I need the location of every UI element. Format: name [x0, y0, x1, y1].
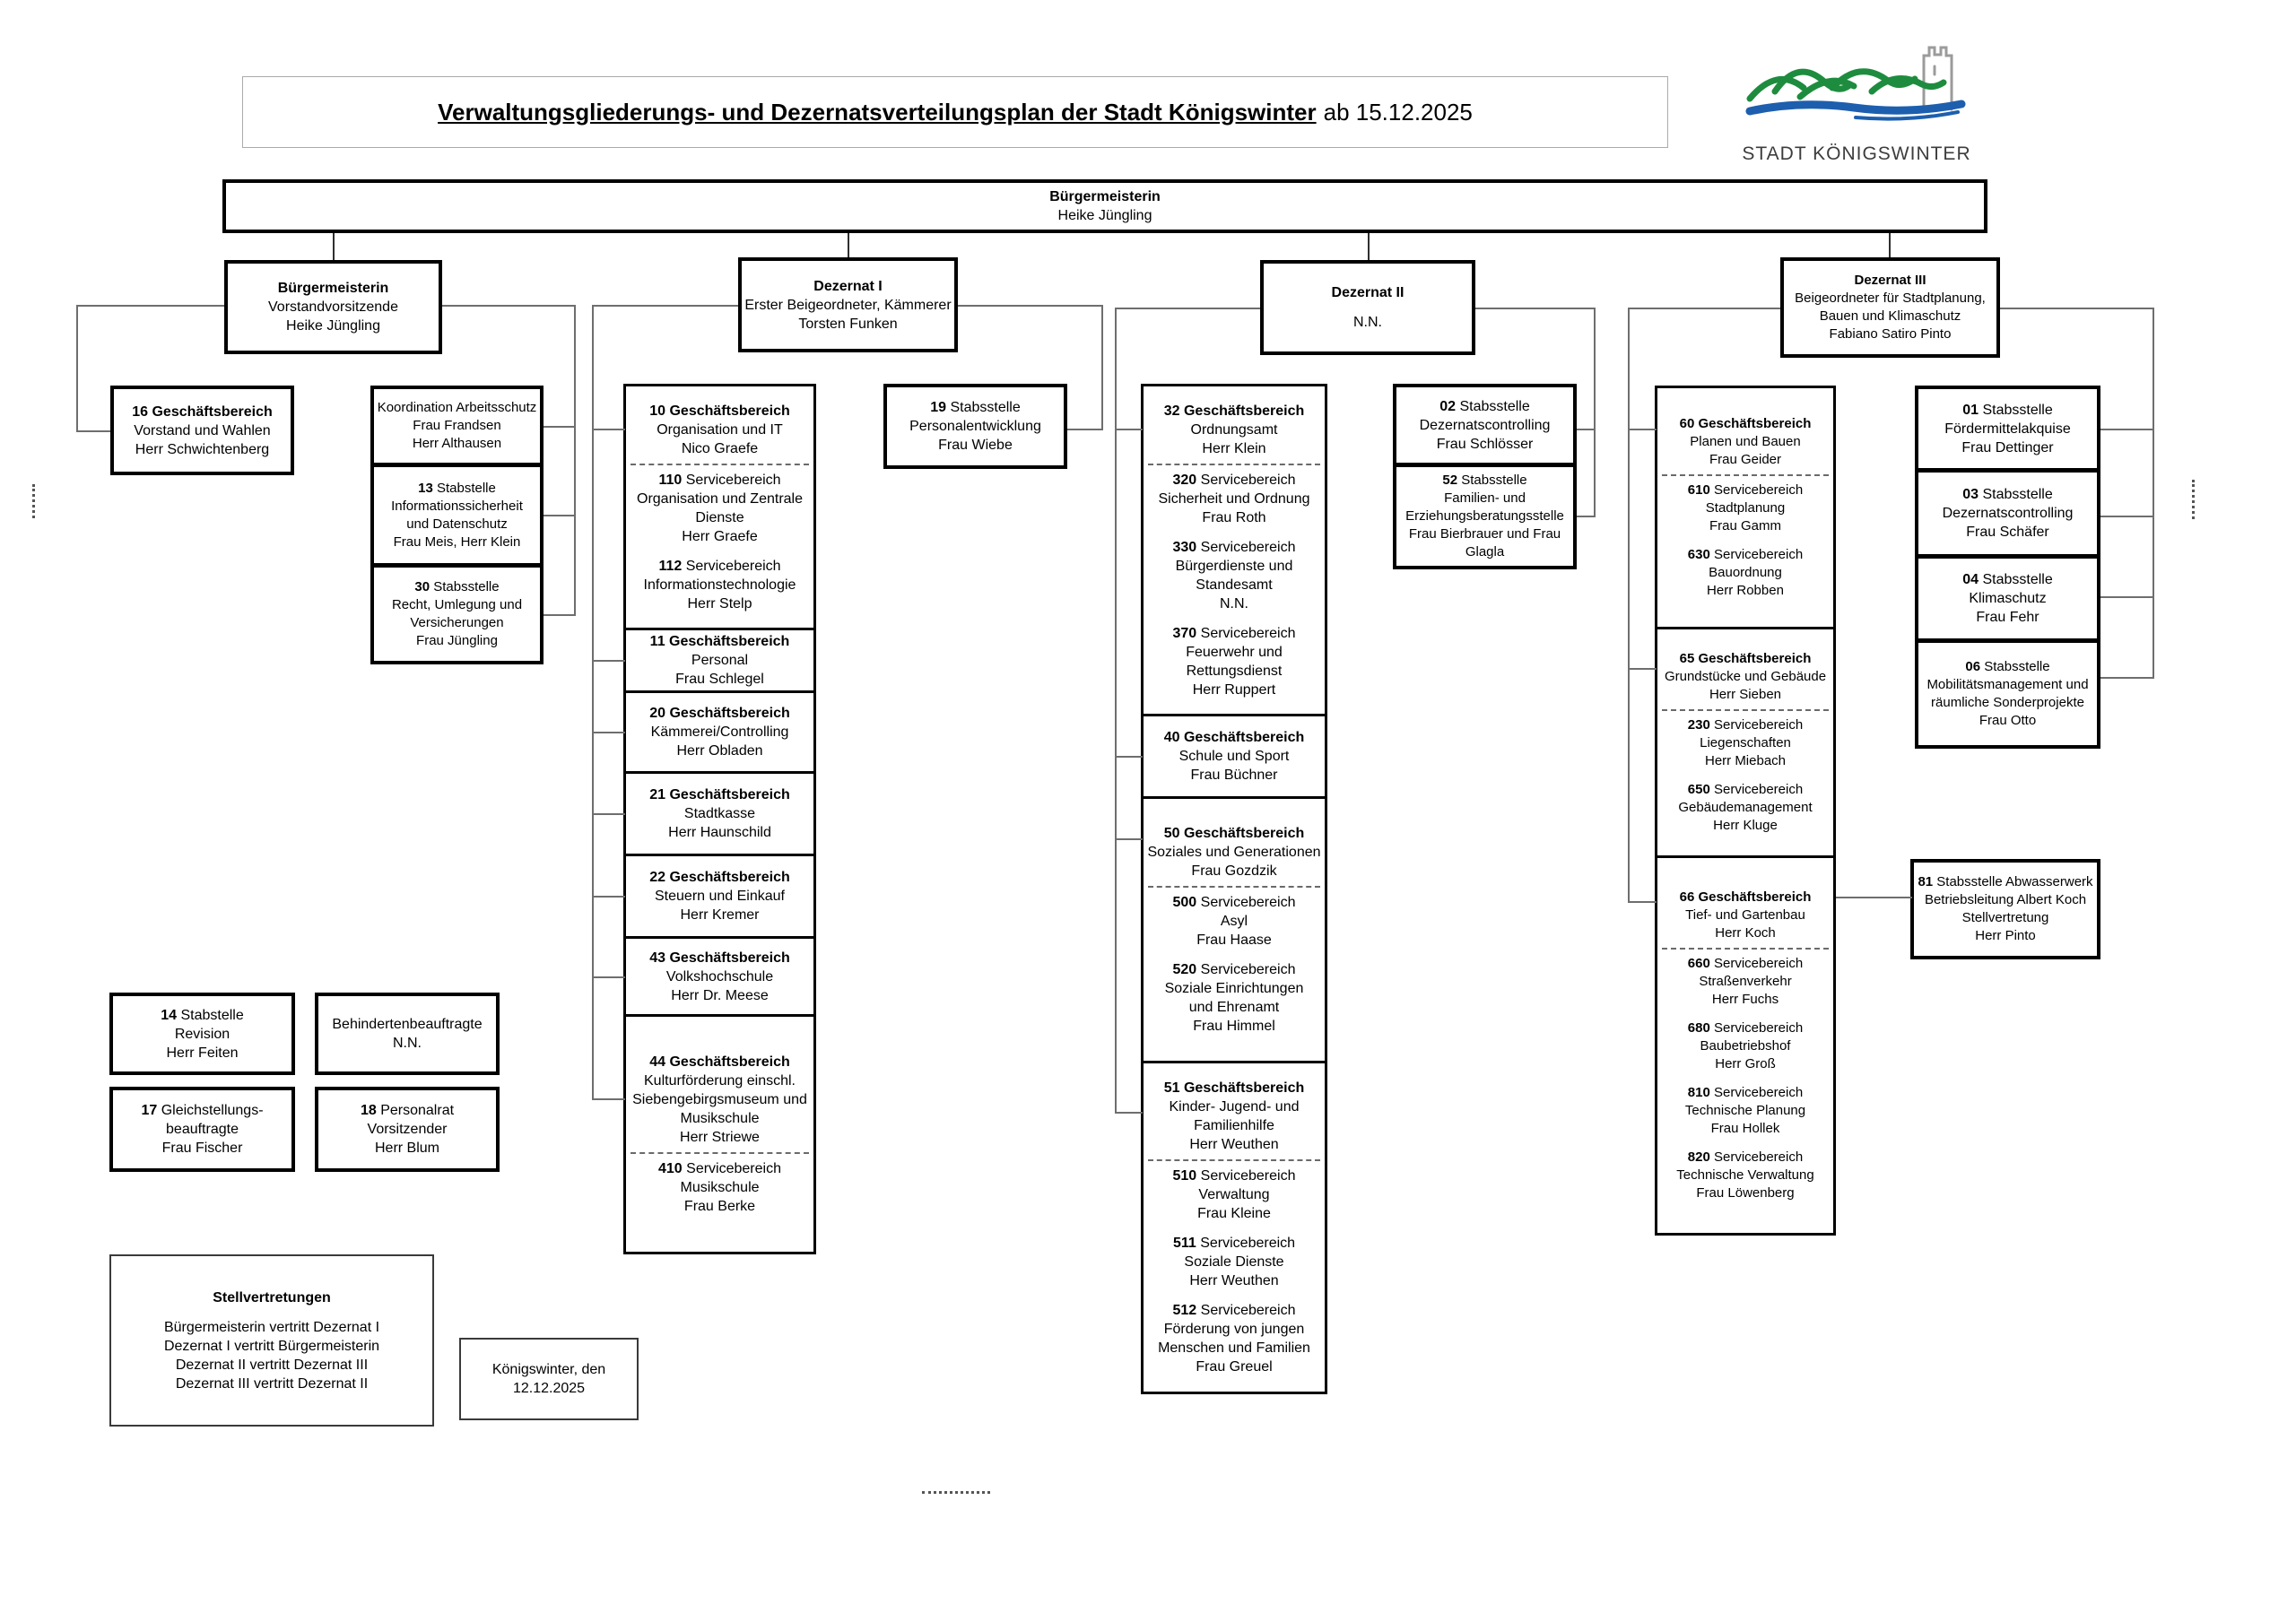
box-dezernat-1 — [738, 257, 958, 352]
text-line: Frau Büchner — [1190, 768, 1278, 783]
text-line: Frau Himmel — [1193, 1019, 1275, 1034]
text-line: 810 Servicebereich — [1687, 1085, 1804, 1100]
text-line: Frau Greuel — [1196, 1359, 1273, 1375]
box-buergermeisterin — [224, 260, 442, 354]
text-line: Vorsitzender — [367, 1122, 448, 1137]
text-line: Heike Jüngling — [1057, 208, 1152, 223]
text-line: Recht, Umlegung und — [391, 597, 523, 612]
dashed-divider — [1148, 886, 1320, 888]
box-gb-50-group — [1141, 796, 1327, 1063]
dashed-divider — [1662, 709, 1829, 711]
text-line: 12.12.2025 — [512, 1381, 586, 1396]
text-line: Bürgermeisterin — [1049, 189, 1161, 204]
text-line: Revision — [174, 1026, 230, 1042]
dotted-mark — [32, 484, 35, 518]
connector-line — [574, 305, 576, 616]
text-line: Fabiano Satiro Pinto — [1829, 326, 1952, 342]
text-line: Stadtkasse — [683, 806, 756, 821]
text-line: Frau Schäfer — [1966, 525, 2049, 540]
box-gb-16 — [110, 386, 294, 475]
text-line: Frau Haase — [1196, 932, 1272, 948]
text-line: Königswinter, den — [491, 1362, 606, 1377]
text-line: Dezernat II vertritt Dezernat III — [175, 1357, 369, 1373]
text-line: Frau Schlösser — [1436, 436, 1534, 452]
text-line: Herr Dr. Meese — [671, 987, 769, 1003]
box-st-14 — [109, 993, 295, 1075]
text-line: 410 Servicebereich — [658, 1161, 781, 1176]
text-line: Dezernat II — [1331, 285, 1405, 300]
box-st-06 — [1915, 639, 2100, 749]
text-line: Herr Robben — [1707, 583, 1784, 598]
text-line: Dezernat III vertritt Dezernat II — [175, 1375, 369, 1392]
text-line: Herr Graefe — [682, 528, 758, 544]
text-line: und Ehrenamt — [1188, 1000, 1280, 1015]
box-st-19 — [883, 384, 1067, 469]
text-line: 320 Servicebereich — [1172, 472, 1296, 488]
text-line: Frau Otto — [1979, 713, 2037, 728]
text-line: Torsten Funken — [798, 316, 898, 332]
connector-line — [592, 732, 625, 733]
box-st-01 — [1915, 386, 2100, 472]
city-logo — [1731, 27, 1982, 165]
dashed-divider — [631, 464, 809, 465]
text-line: Soziale Einrichtungen — [1164, 981, 1304, 996]
text-line: Familien- und — [1444, 490, 1526, 506]
box-datum — [459, 1338, 639, 1420]
text-line: Frau Berke — [683, 1199, 756, 1214]
text-line: 110 Servicebereich — [658, 472, 781, 488]
text-line: 01 Stabsstelle — [1962, 402, 2053, 418]
connector-line — [2100, 516, 2154, 517]
text-line: Förderung von jungen — [1163, 1322, 1305, 1337]
text-line: Herr Miebach — [1704, 753, 1787, 768]
connector-line — [592, 896, 625, 898]
text-line: Frau Gozdzik — [1191, 863, 1277, 879]
text-line: Bürgermeisterin vertritt Dezernat I — [163, 1319, 380, 1335]
text-line: Technische Planung — [1684, 1103, 1806, 1118]
text-line: 44 Geschäftsbereich — [649, 1054, 790, 1070]
text-line: 52 Stabsstelle — [1442, 473, 1527, 488]
text-line: 40 Geschäftsbereich — [1163, 730, 1305, 745]
text-line: Klimaschutz — [1969, 591, 2047, 606]
text-line: Rettungsdienst — [1186, 663, 1283, 679]
text-line: Erziehungsberatungsstelle — [1405, 508, 1564, 524]
page-title-main: Verwaltungsgliederungs- und Dezernatsverteilungsplan der Stadt Königswinter — [438, 98, 1317, 126]
text-line: 66 Geschäftsbereich — [1679, 889, 1812, 905]
text-line: Frau Frandsen — [413, 418, 501, 433]
text-line: Herr Kremer — [680, 907, 760, 923]
connector-line — [544, 614, 576, 616]
text-line: Kulturförderung einschl. — [644, 1073, 796, 1089]
text-line: 512 Servicebereich — [1172, 1303, 1296, 1318]
text-line: 81 Stabsstelle Abwasserwerk — [1918, 874, 2093, 889]
text-line: Herr Fuchs — [1711, 992, 1779, 1007]
text-line: Frau Löwenberg — [1696, 1185, 1795, 1201]
text-line: Stellvertretungen — [213, 1289, 331, 1305]
text-line: Verwaltung — [1198, 1187, 1270, 1202]
connector-line — [1101, 305, 1103, 430]
box-gb-20 — [623, 690, 816, 774]
text-line: Vorstandvorsitzende — [268, 299, 398, 315]
text-line: Fördermittelakquise — [1944, 421, 2071, 437]
box-gleichstellungsbeauftragte-17 — [109, 1087, 295, 1172]
text-line: Musikschule — [680, 1111, 760, 1126]
text-line: 03 Stabsstelle — [1962, 487, 2053, 502]
box-gb-11 — [623, 628, 816, 693]
text-line: Frau Wiebe — [938, 438, 1013, 453]
text-line: räumliche Sonderprojekte — [1931, 695, 2084, 710]
connector-line — [1628, 901, 1657, 903]
text-line: 02 Stabsstelle — [1439, 398, 1530, 414]
text-line: Straßenverkehr — [1699, 974, 1792, 989]
connector-line — [76, 305, 224, 307]
dotted-mark — [922, 1491, 990, 1494]
text-line: Bauordnung — [1709, 565, 1782, 580]
text-line: 820 Servicebereich — [1687, 1149, 1804, 1165]
text-line: Herr Blum — [374, 1141, 439, 1156]
text-line: Frau Gamm — [1709, 518, 1781, 533]
connector-line — [1115, 1112, 1143, 1114]
text-line: Asyl — [1220, 914, 1248, 929]
box-gb-60-group — [1655, 386, 1836, 629]
text-line: Frau Hollek — [1710, 1121, 1780, 1136]
box-gb-32-group — [1141, 384, 1327, 716]
connector-line — [592, 429, 625, 430]
dashed-divider — [1148, 464, 1320, 465]
text-line: Frau Fischer — [161, 1141, 243, 1156]
text-line: Frau Geider — [1709, 452, 1782, 467]
box-personalrat-18 — [315, 1087, 500, 1172]
text-line: 680 Servicebereich — [1687, 1020, 1804, 1036]
text-line: Dezernatscontrolling — [1942, 506, 2074, 521]
box-gb-51-group — [1141, 1061, 1327, 1394]
text-line: Herr Haunschild — [668, 825, 771, 840]
text-line: N.N. — [1220, 595, 1248, 612]
dashed-divider — [631, 1152, 809, 1154]
text-line: 14 Stabstelle — [161, 1007, 244, 1023]
text-line: Steuern und Einkauf — [655, 889, 785, 904]
text-line: Herr Ruppert — [1192, 681, 1276, 698]
box-koordination-arbeitsschutz — [370, 386, 544, 466]
connector-line — [848, 233, 849, 257]
connector-line — [1368, 233, 1370, 260]
text-line: Planen und Bauen — [1690, 434, 1801, 449]
box-gb-44-group — [623, 1014, 816, 1254]
dashed-divider — [1662, 474, 1829, 476]
text-line: Personal — [691, 653, 749, 668]
text-line: 16 Geschäftsbereich — [132, 403, 273, 420]
connector-line — [1115, 429, 1143, 430]
box-st-13 — [370, 464, 544, 567]
text-line: Koordination Arbeitsschutz — [377, 400, 537, 415]
connector-line — [1628, 308, 1780, 309]
text-line: Herr Klein — [1202, 440, 1266, 456]
text-line: 06 Stabsstelle — [1965, 659, 2050, 674]
text-line: Heike Jüngling — [286, 318, 380, 334]
connector-line — [544, 515, 576, 516]
box-dezernat-2 — [1260, 260, 1475, 355]
text-line: beauftragte — [166, 1122, 239, 1137]
text-line: Standesamt — [1196, 577, 1273, 593]
dashed-divider — [1148, 1159, 1320, 1161]
box-st-03 — [1915, 469, 2100, 558]
box-gb-65-group — [1655, 627, 1836, 858]
text-line: Stadtplanung — [1705, 500, 1786, 516]
text-line: Herr Groß — [1715, 1056, 1776, 1071]
text-line: 13 Stabstelle — [418, 480, 496, 496]
connector-line — [1577, 429, 1596, 430]
text-line: Dezernat I vertritt Bürgermeisterin — [163, 1338, 380, 1354]
text-line: Menschen und Familien — [1158, 1340, 1310, 1356]
text-line: 650 Servicebereich — [1687, 782, 1804, 797]
text-line: Frau Jüngling — [416, 633, 498, 648]
connector-line — [1628, 429, 1657, 430]
connector-line — [2000, 308, 2154, 309]
text-line: 330 Servicebereich — [1172, 539, 1296, 555]
text-line: 51 Geschäftsbereich — [1163, 1080, 1305, 1096]
text-line: Frau Schlegel — [675, 672, 764, 687]
connector-line — [592, 305, 594, 1100]
text-line: 65 Geschäftsbereich — [1679, 651, 1812, 666]
text-line: Volkshochschule — [665, 968, 774, 984]
connector-line — [1577, 516, 1596, 517]
connector-line — [592, 1098, 625, 1100]
connector-line — [2152, 308, 2154, 679]
box-gb-22 — [623, 854, 816, 939]
text-line: 22 Geschäftsbereich — [649, 870, 790, 885]
connector-line — [1475, 308, 1594, 309]
connector-line — [1628, 668, 1657, 670]
text-line: 60 Geschäftsbereich — [1679, 416, 1812, 431]
box-st-30 — [370, 564, 544, 664]
text-line: Bürgerdienste und — [1175, 558, 1293, 574]
box-gb-21 — [623, 771, 816, 856]
text-line: 370 Servicebereich — [1172, 625, 1296, 641]
text-line: 10 Geschäftsbereich — [649, 403, 790, 419]
connector-line — [2100, 429, 2154, 430]
text-line: Feuerwehr und — [1186, 644, 1283, 660]
text-line: Ordnungsamt — [1190, 421, 1278, 438]
box-stellvertretungen — [109, 1254, 434, 1427]
box-gb-10-group — [623, 384, 816, 630]
connector-line — [1115, 838, 1143, 840]
box-st-04 — [1915, 555, 2100, 642]
connector-line — [2100, 596, 2154, 598]
text-line: Frau Fehr — [1976, 610, 2039, 625]
page-title — [242, 76, 1668, 148]
text-line: Behindertenbeauftragte — [332, 1017, 483, 1032]
text-line: Dienste — [695, 509, 744, 525]
text-line: Tief- und Gartenbau — [1685, 907, 1805, 923]
text-line: Informationstechnologie — [643, 577, 796, 593]
text-line: Informationssicherheit — [391, 498, 523, 514]
text-line: 43 Geschäftsbereich — [649, 950, 790, 966]
connector-line — [592, 305, 738, 307]
text-line: Frau Bierbrauer und Frau — [1408, 526, 1561, 542]
text-line: Baubetriebshof — [1700, 1038, 1791, 1054]
city-logo-caption: STADT KÖNIGSWINTER — [1742, 143, 1971, 164]
text-line: N.N. — [1353, 315, 1382, 330]
text-line: Herr Schwichtenberg — [135, 441, 270, 457]
text-line: Glagla — [1465, 544, 1505, 559]
text-line: N.N. — [393, 1036, 422, 1051]
box-st-81 — [1910, 859, 2100, 959]
text-line: 50 Geschäftsbereich — [1163, 826, 1305, 841]
text-line: Versicherungen — [410, 615, 504, 630]
text-line: Bürgermeisterin — [277, 281, 389, 296]
text-line: Frau Roth — [1202, 509, 1266, 525]
text-line: 32 Geschäftsbereich — [1163, 403, 1305, 419]
text-line: Herr Weuthen — [1189, 1273, 1279, 1288]
text-line: Mobilitätsmanagement und — [1926, 677, 2089, 692]
text-line: 30 Stabsstelle — [414, 579, 500, 594]
text-line: 630 Servicebereich — [1687, 547, 1804, 562]
text-line: Personalentwicklung — [909, 419, 1041, 434]
connector-line — [76, 430, 110, 432]
connector-line — [1628, 308, 1630, 903]
text-line: 21 Geschäftsbereich — [649, 787, 790, 802]
text-line: Kinder- Jugend- und — [1169, 1099, 1300, 1115]
text-line: Herr Stelp — [687, 595, 752, 612]
connector-line — [1836, 897, 1912, 898]
text-line: Frau Dettinger — [1961, 439, 2054, 455]
connector-line — [592, 660, 625, 662]
text-line: Organisation und IT — [657, 421, 783, 438]
text-line: 610 Servicebereich — [1687, 482, 1804, 498]
text-line: Technische Verwaltung — [1676, 1167, 1814, 1183]
dashed-divider — [1662, 948, 1829, 950]
connector-line — [333, 233, 335, 260]
connector-line — [1067, 429, 1103, 430]
page-title-suffix: ab 15.12.2025 — [1323, 98, 1473, 126]
text-line: 520 Servicebereich — [1172, 962, 1296, 977]
text-line: 660 Servicebereich — [1687, 956, 1804, 971]
box-st-52 — [1393, 464, 1577, 569]
connector-line — [1594, 308, 1596, 517]
text-line: Herr Weuthen — [1189, 1137, 1279, 1152]
text-line: Herr Kluge — [1713, 818, 1778, 833]
text-line: Siebengebirgsmuseum und — [632, 1092, 807, 1107]
text-line: Herr Obladen — [676, 743, 763, 759]
text-line: 17 Gleichstellungs- — [141, 1103, 264, 1118]
connector-line — [2100, 677, 2154, 679]
dotted-mark — [2192, 480, 2195, 519]
text-line: Stellvertretung — [1961, 910, 2049, 925]
text-line: 04 Stabsstelle — [1962, 572, 2053, 587]
box-gb-66-group — [1655, 855, 1836, 1236]
text-line: Familienhilfe — [1194, 1118, 1274, 1133]
text-line: Herr Striewe — [680, 1130, 760, 1145]
connector-line — [1889, 233, 1891, 257]
box-gb-43 — [623, 936, 816, 1017]
text-line: Grundstücke und Gebäude — [1664, 669, 1827, 684]
text-line: 20 Geschäftsbereich — [649, 706, 790, 721]
text-line: Beigeordneter für Stadtplanung, — [1795, 291, 1986, 306]
box-dezernat-3 — [1780, 257, 2000, 358]
text-line: 230 Servicebereich — [1687, 717, 1804, 733]
text-line: Schule und Sport — [1178, 749, 1290, 764]
text-line: Liegenschaften — [1700, 735, 1791, 750]
text-line: Betriebsleitung Albert Koch — [1924, 892, 2087, 907]
text-line: Herr Pinto — [1975, 928, 2036, 943]
box-gb-40 — [1141, 714, 1327, 799]
text-line: Musikschule — [680, 1180, 760, 1195]
text-line: 510 Servicebereich — [1172, 1168, 1296, 1184]
connector-line — [1115, 756, 1143, 758]
box-st-02 — [1393, 384, 1577, 466]
text-line: Frau Kleine — [1197, 1206, 1271, 1221]
text-line: Herr Koch — [1715, 925, 1776, 941]
koenigswinter-logo-icon — [1744, 27, 1969, 142]
text-line: Erster Beigeordneter, Kämmerer — [744, 297, 952, 313]
text-line: Gebäudemanagement — [1678, 800, 1813, 815]
text-line: Frau Meis, Herr Klein — [393, 533, 521, 550]
text-line: Kämmerei/Controlling — [650, 724, 789, 740]
text-line: Dezernat III — [1854, 273, 1926, 288]
connector-line — [592, 976, 625, 978]
text-line: Sicherheit und Ordnung — [1158, 490, 1310, 507]
box-behindertenbeauftragte — [315, 993, 500, 1075]
connector-line — [76, 305, 78, 432]
text-line: Herr Feiten — [166, 1045, 239, 1061]
connector-line — [1115, 308, 1260, 309]
text-line: 112 Servicebereich — [658, 558, 781, 574]
text-line: Nico Graefe — [681, 440, 759, 456]
text-line: Soziale Dienste — [1184, 1254, 1284, 1270]
text-line: 18 Personalrat — [360, 1103, 455, 1118]
connector-line — [544, 426, 576, 428]
text-line: Soziales und Generationen — [1147, 845, 1321, 860]
text-line: Organisation und Zentrale — [637, 490, 803, 507]
text-line: und Datenschutz — [406, 516, 508, 532]
text-line: Herr Althausen — [412, 436, 502, 451]
text-line: 11 Geschäftsbereich — [649, 634, 790, 649]
connector-line — [958, 305, 1103, 307]
text-line: 19 Stabsstelle — [930, 400, 1021, 415]
text-line: 511 Servicebereich — [1172, 1236, 1296, 1251]
text-line: Vorstand und Wahlen — [134, 422, 271, 438]
text-line: Dezernat I — [813, 278, 883, 294]
connector-line — [442, 305, 576, 307]
box-buergermeisterin-top — [222, 179, 1987, 233]
text-line: Herr Sieben — [1709, 687, 1782, 702]
text-line: Dezernatscontrolling — [1419, 417, 1551, 433]
text-line: 500 Servicebereich — [1172, 895, 1296, 910]
connector-line — [592, 813, 625, 815]
text-line: Bauen und Klimaschutz — [1819, 308, 1961, 324]
